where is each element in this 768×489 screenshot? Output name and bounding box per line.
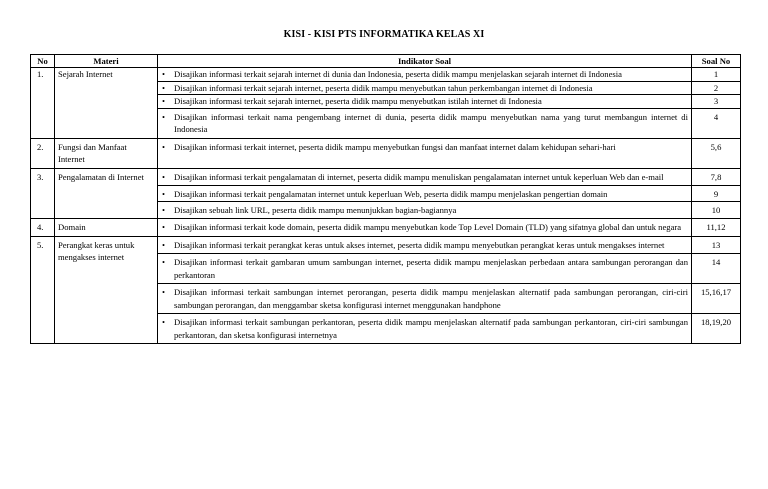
row-indikator: • Disajikan informasi terkait internet, peserta didik mampu menyebutkan fungsi dan manfaat internet dalam kehidupan sehari-hari <box>158 138 692 168</box>
bullet-icon: • <box>162 257 166 267</box>
row-soal-no: 13 <box>692 236 741 254</box>
row-soal-no: 11,12 <box>692 219 741 237</box>
bullet-icon: • <box>162 222 166 232</box>
row-number: 2. <box>31 138 55 168</box>
row-indikator: • Disajikan informasi terkait pengalamatan internet untuk keperluan Web, peserta didik mampu menjelaskan pengertian domain <box>158 186 692 202</box>
row-materi: Fungsi dan Manfaat Internet <box>55 138 158 168</box>
header-soal-no: Soal No <box>692 55 741 68</box>
row-number: 4. <box>31 219 55 237</box>
row-indikator: • Disajikan informasi terkait sambungan internet perorangan, peserta didik mampu menjelaskan alternatif pada sambungan perorangan, ciri-ciri sambungan perorangan, dan menggambar sketsa konfigurasi internet menggunakan handphone <box>158 284 692 314</box>
row-number: 1. <box>31 68 55 139</box>
bullet-icon: • <box>162 111 166 122</box>
row-soal-no: 10 <box>692 201 741 219</box>
row-soal-no: 7,8 <box>692 168 741 186</box>
bullet-icon: • <box>162 189 166 199</box>
row-soal-no: 3 <box>692 95 741 109</box>
row-indikator: • Disajikan informasi terkait nama pengembang internet di dunia, peserta didik mampu menyebutkan nama yang turut membangun internet di Indonesia <box>158 108 692 138</box>
row-indikator: • Disajikan informasi terkait sejarah internet, peserta didik mampu menyebutkan tahun perkembangan internet di Indonesia <box>158 81 692 95</box>
kisi-table <box>30 54 741 344</box>
row-soal-no: 1 <box>692 68 741 82</box>
row-indikator: • Disajikan informasi terkait sambungan perkantoran, peserta didik mampu menjelaskan alternatif pada sambungan perkantoran, ciri-ciri sambungan perkantoran, dan sketsa konfigurasi internetnya <box>158 314 692 344</box>
row-soal-no: 5,6 <box>692 138 741 168</box>
bullet-icon: • <box>162 69 166 79</box>
bullet-icon: • <box>162 171 166 182</box>
bullet-icon: • <box>162 141 166 152</box>
bullet-icon: • <box>162 204 166 215</box>
row-soal-no: 2 <box>692 81 741 95</box>
row-soal-no: 4 <box>692 108 741 138</box>
row-materi: Perangkat keras untuk mengakses internet <box>55 236 158 344</box>
table-row <box>31 138 741 168</box>
bullet-icon: • <box>162 239 166 250</box>
bullet-icon: • <box>162 82 166 93</box>
row-materi: Domain <box>55 219 158 237</box>
table-row <box>31 219 741 237</box>
table-row <box>31 236 741 254</box>
table-row <box>31 68 741 82</box>
row-indikator: • Disajikan informasi terkait kode domain, peserta didik mampu menyebutkan kode Top Level Domain (TLD) yang sifatnya global dan untuk negara <box>158 219 692 237</box>
row-soal-no: 9 <box>692 186 741 202</box>
row-soal-no: 15,16,17 <box>692 284 741 314</box>
header-materi: Materi <box>55 55 158 68</box>
row-indikator: • Disajikan informasi terkait perangkat keras untuk akses internet, peserta didik mampu menyebutkan perangkat keras untuk mengakses internet <box>158 236 692 254</box>
row-indikator: • Disajikan informasi terkait sejarah internet, peserta didik mampu menyebutkan istilah internet di Indonesia <box>158 95 692 109</box>
bullet-icon: • <box>162 96 166 106</box>
bullet-icon: • <box>162 317 166 327</box>
row-number: 3. <box>31 168 55 219</box>
row-materi: Sejarah Internet <box>55 68 158 139</box>
row-soal-no: 14 <box>692 254 741 284</box>
row-materi: Pengalamatan di Internet <box>55 168 158 219</box>
row-indikator: • Disajikan informasi terkait pengalamatan di internet, peserta didik mampu menuliskan pengalamatan internet untuk keperluan Web dan e-mail <box>158 168 692 186</box>
table-header-row <box>31 55 741 68</box>
header-indikator: Indikator Soal <box>158 55 692 68</box>
row-soal-no: 18,19,20 <box>692 314 741 344</box>
document-title: KISI - KISI PTS INFORMATIKA KELAS XI <box>283 29 485 40</box>
row-indikator: • Disajikan informasi terkait gambaran umum sambungan internet, peserta didik mampu menjelaskan perbedaan antara sambungan perorangan dan perkantoran <box>158 254 692 284</box>
table-row <box>31 168 741 186</box>
row-number: 5. <box>31 236 55 344</box>
row-indikator: • Disajikan informasi terkait sejarah internet di dunia dan Indonesia, peserta didik mampu menjelaskan sejarah internet di Indonesia <box>158 68 692 82</box>
header-no: No <box>31 55 55 68</box>
row-indikator: • Disajikan sebuah link URL, peserta didik mampu menunjukkan bagian-bagiannya <box>158 201 692 219</box>
bullet-icon: • <box>162 287 166 297</box>
